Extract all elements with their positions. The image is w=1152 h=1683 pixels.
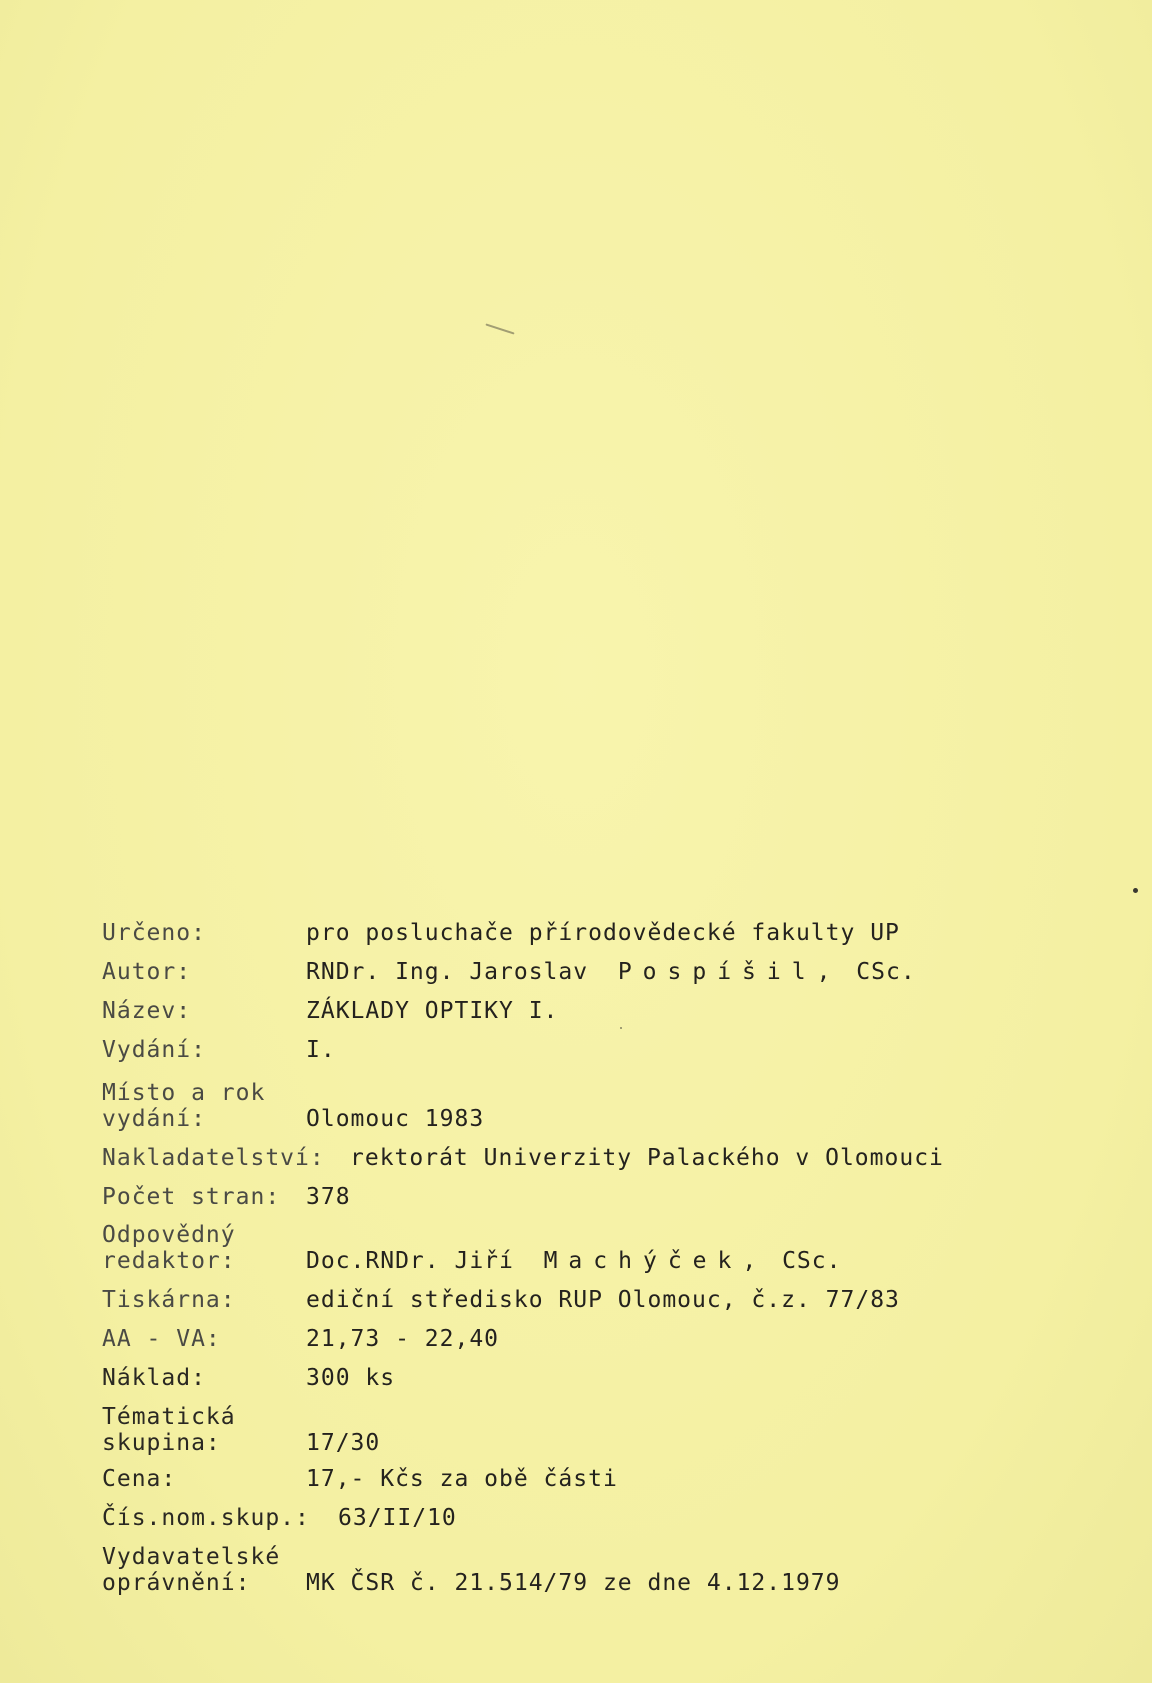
editor-suffix: CSc. [782,1248,842,1274]
paper-dot [620,1027,622,1029]
value-urceno: pro posluchače přírodovědecké fakulty UP [306,920,900,946]
value-cis-nom-skup: 63/II/10 [338,1505,457,1531]
editor-surname: Machýček, [543,1248,768,1274]
label-redaktor-line2: redaktor: [102,1248,236,1274]
label-tiskarna: Tiskárna: [102,1287,236,1313]
editor-prefix: Doc.RNDr. Jiří [306,1248,514,1274]
value-nazev: ZÁKLADY OPTIKY I. [306,998,559,1024]
value-tiskarna: ediční středisko RUP Olomouc, č.z. 77/83 [306,1287,900,1313]
value-autor [306,959,916,986]
value-aa-va: 21,73 - 22,40 [306,1326,500,1352]
paper-scratch [485,323,514,334]
author-prefix: RNDr. Ing. Jaroslav [306,959,589,985]
author-surname: Pospíšil, [617,959,842,985]
value-pocet-stran: 378 [306,1184,351,1210]
author-suffix: CSc. [856,959,916,985]
value-misto: Olomouc 1983 [306,1106,485,1132]
value-vydani: I. [306,1037,336,1063]
label-skupina-line1: Tématická [102,1404,236,1430]
label-nakladatelstvi: Nakladatelství: [102,1145,325,1171]
label-urceno: Určeno: [102,920,206,946]
label-autor: Autor: [102,959,192,985]
label-naklad: Náklad: [102,1365,206,1391]
label-cis-nom-skup: Čís.nom.skup.: [102,1505,310,1531]
label-cena: Cena: [102,1466,177,1492]
value-opravneni: MK ČSR č. 21.514/79 ze dne 4.12.1979 [306,1570,841,1596]
paper-speck [1133,888,1138,893]
value-skupina: 17/30 [306,1430,381,1456]
label-opravneni-line2: oprávnění: [102,1570,251,1596]
value-redaktor [306,1248,841,1275]
value-nakladatelstvi: rektorát Univerzity Palackého v Olomouci [350,1145,944,1171]
value-cena: 17,- Kčs za obě části [306,1466,618,1492]
label-misto-line1: Místo a rok [102,1080,266,1106]
label-aa-va: AA - VA: [102,1326,221,1352]
label-pocet-stran: Počet stran: [102,1184,281,1210]
label-redaktor-line1: Odpovědný [102,1222,236,1248]
label-nazev: Název: [102,998,192,1024]
label-opravneni-line1: Vydavatelské [102,1544,281,1570]
label-vydani: Vydání: [102,1037,206,1063]
label-misto-line2: vydání: [102,1106,206,1132]
value-naklad: 300 ks [306,1365,396,1391]
label-skupina-line2: skupina: [102,1430,221,1456]
